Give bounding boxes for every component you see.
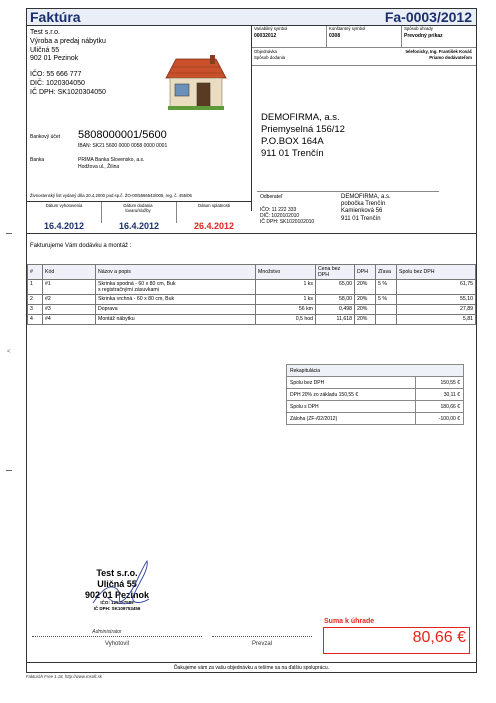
- col-header: Kód: [43, 265, 96, 280]
- recipient-address: [341, 194, 391, 223]
- item-name: [96, 280, 256, 295]
- item-price: 58,00: [316, 295, 355, 305]
- item-discount: [376, 305, 397, 315]
- items-header-row: [28, 265, 476, 280]
- invoice-number: Fa-0003/2012: [384, 9, 472, 25]
- supplier-city: 902 01 Pezinok: [30, 55, 79, 63]
- item-price: 65,00: [316, 280, 355, 295]
- stamp-line: IČO: 125257589: [100, 600, 134, 606]
- recap-title: Rekapitulácia: [287, 365, 464, 377]
- customer-address: [261, 112, 345, 160]
- due-date: 26.4.2012: [193, 221, 235, 231]
- item-desc: s registračnými zásuvkami: [98, 287, 159, 293]
- customer-city: 911 01 Trenčín: [261, 148, 324, 160]
- bank-account-number: 5808000001/5600: [78, 129, 167, 141]
- recipient-ico: IČO: 11 222 333: [260, 207, 297, 213]
- register-note: Živnostenský list vydaný dňa 20.4.2000 pod sp.č. ŽO-00/5566543/005, reg. č. 455/06: [30, 193, 192, 198]
- customer-name: DEMOFIRMA, a.s.: [261, 112, 340, 123]
- var-symbol-label: Variabilný symbol: [254, 26, 288, 31]
- supplier-name: Test s.r.o.: [30, 29, 60, 36]
- item-code: #1: [43, 280, 96, 295]
- recipient-branch: pobočka Trenčín: [341, 201, 386, 208]
- bank-address: Hodžova ul., Žilina: [78, 164, 120, 170]
- divider: [27, 233, 476, 234]
- divider: [257, 191, 439, 192]
- signature-line: [212, 636, 312, 637]
- recipient-city: 911 01 Trenčín: [341, 215, 381, 222]
- recipient-street: Kamienková 56: [341, 208, 383, 215]
- supplier-block: [30, 29, 106, 97]
- bank-label: Banka: [30, 157, 45, 163]
- item-code: #3: [43, 305, 96, 315]
- item-number: 4: [28, 315, 43, 325]
- stamp-line: 902 01 Pezinok: [84, 589, 150, 600]
- customer-street: Priemyselná 156/12: [261, 124, 345, 136]
- item-discount: 5 %: [376, 280, 397, 295]
- item-vat: 20%: [355, 305, 376, 315]
- recap-label: Spolu bez DPH: [287, 377, 416, 389]
- recap-table: [286, 364, 464, 425]
- col-header: Cena bez DPH: [316, 265, 355, 280]
- recap-value: 150,55 €: [415, 377, 463, 389]
- item-code: #4: [43, 315, 96, 325]
- bank-account-label: Bankový účet: [30, 134, 61, 140]
- margin-arrow: <: [7, 349, 11, 355]
- recap-value: -100,00 €: [415, 413, 463, 425]
- stamp-line: Test s.r.o.: [96, 568, 138, 578]
- payment-method: Prevodný príkaz: [404, 33, 443, 39]
- const-symbol: 0308: [329, 33, 341, 39]
- var-symbol: 00032012: [254, 33, 277, 39]
- table-row: [28, 295, 476, 305]
- divider: [401, 26, 402, 47]
- bank-iban: IBAN: SK21 5600 0000 0058 0000 0001: [78, 143, 168, 149]
- intro-text: Fakturujeme Vám dodávku a montáž :: [30, 243, 132, 249]
- issued-by-label: Vyhotovil: [104, 641, 130, 647]
- item-total: 5,81: [397, 315, 476, 325]
- items-table: [27, 264, 476, 325]
- divider: [251, 26, 252, 211]
- recap-row: [287, 377, 464, 389]
- total-label: Suma k úhrade: [324, 618, 375, 625]
- divider: [326, 26, 327, 47]
- table-row: [28, 280, 476, 295]
- issue-date: 16.4.2012: [43, 221, 85, 231]
- recap-row: [287, 401, 464, 413]
- recap-label: Záloha (ZF-/02/2012): [287, 413, 416, 425]
- supplier-dic: DIČ: 1020304050: [30, 79, 85, 87]
- col-header: #: [28, 265, 43, 280]
- thanks-text: Ďakujeme vám za vašu objednávku a tešíme sa na ďalšiu spoluprácu.: [173, 665, 330, 671]
- stamp-line: IČ DPH: SK109753456: [93, 606, 141, 612]
- customer-pobox: P.O.BOX 164A: [261, 136, 324, 148]
- invoice-title: Faktúra: [30, 9, 81, 25]
- order-label: Objednávka: [254, 49, 277, 54]
- item-price: 11,618: [316, 315, 355, 325]
- divider: [27, 201, 251, 202]
- payment-method-label: Spôsob úhrady: [404, 26, 433, 31]
- signature-scribble-icon: [87, 553, 157, 615]
- col-header: Názov a popis: [96, 265, 256, 280]
- supplier-ico: IČO: 55 666 777: [30, 71, 82, 78]
- software-note: Fakturáh Free 1.18, http://www.msoft.sk: [26, 674, 102, 679]
- recipient-dic: DIČ: 1020102010: [260, 213, 300, 219]
- item-vat: 20%: [355, 315, 376, 325]
- item-name: Skrinka vrchná - 60 x 80 cm, Buk: [96, 295, 256, 305]
- invoice-page: [26, 8, 477, 673]
- item-code: #2: [43, 295, 96, 305]
- recipient-name: DEMOFIRMA, a.s.: [341, 194, 391, 200]
- item-qty: 56 km: [256, 305, 316, 315]
- divider: [252, 47, 476, 48]
- item-total: 55,10: [397, 295, 476, 305]
- recipient-ids: [260, 207, 314, 225]
- item-number: 2: [28, 295, 43, 305]
- delivery-method: Priamo dodávateľom: [429, 55, 472, 60]
- item-discount: [376, 315, 397, 325]
- item-vat: 20%: [355, 280, 376, 295]
- recap-value: 180,66 €: [415, 401, 463, 413]
- recap-title-row: [287, 365, 464, 377]
- recipient-label: Odberateľ: [260, 194, 283, 200]
- item-price: 0,498: [316, 305, 355, 315]
- item-name-text: Skrinka spodná - 60 x 80 cm, Buk: [98, 281, 176, 287]
- recap-value: 30,11 €: [415, 389, 463, 401]
- item-name: Doprava: [96, 305, 256, 315]
- item-total: 27,89: [397, 305, 476, 315]
- issue-date-label: Dátum vyhotovenia: [45, 203, 83, 208]
- divider: [252, 65, 476, 66]
- due-date-label: Dátum splatnosti: [197, 203, 230, 208]
- table-row: [28, 315, 476, 325]
- supplier-street: Uličná 55: [30, 46, 60, 54]
- divider: [27, 662, 476, 663]
- divider: [101, 202, 102, 223]
- delivery-date: 16.4.2012: [118, 221, 160, 231]
- col-header: Zľava: [376, 265, 397, 280]
- supplier-icdph: IČ DPH: SK1020304050: [30, 88, 106, 96]
- margin-mark: [6, 233, 12, 234]
- recap-row: [287, 389, 464, 401]
- const-symbol-label: Konštantný symbol: [329, 26, 366, 31]
- item-vat: 20%: [355, 295, 376, 305]
- col-header: Spolu bez DPH: [397, 265, 476, 280]
- received-by-label: Prevzal: [251, 641, 272, 647]
- item-qty: 1 ks: [256, 295, 316, 305]
- admin-name: Administrator: [92, 629, 122, 635]
- recipient-icdph: IČ DPH: SK1020102010: [260, 219, 315, 225]
- item-name: Montáž nábytku: [96, 315, 256, 325]
- delivery-method-label: Spôsob dodania: [254, 55, 286, 60]
- item-qty: 0,5 hod: [256, 315, 316, 325]
- table-row: [28, 305, 476, 315]
- recap-label: Spolu s DPH: [287, 401, 416, 413]
- stamp-line: Uličná 55: [97, 578, 137, 589]
- house-logo-icon: [164, 53, 228, 111]
- item-total: 61,75: [397, 280, 476, 295]
- total-amount: 80,66 €: [412, 629, 466, 646]
- order-value: telefonicky, Ing. František Kováč: [405, 49, 472, 54]
- item-qty: 1 ks: [256, 280, 316, 295]
- delivery-date-label: Dátum dodania tovaru/služby: [123, 203, 153, 213]
- signature-line: [32, 636, 202, 637]
- supplier-activity: Výroba a predaj nábytku: [30, 37, 106, 45]
- col-header: Množstvo: [256, 265, 316, 280]
- bank-name: PRIMA Banka Slovensko, a.s.: [78, 157, 145, 163]
- col-header: DPH: [355, 265, 376, 280]
- item-number: 1: [28, 280, 43, 295]
- margin-mark: [6, 470, 12, 471]
- recap-row: [287, 413, 464, 425]
- recap-label: DPH 20% zo základu 150,55 €: [287, 389, 416, 401]
- item-discount: 5 %: [376, 295, 397, 305]
- item-number: 3: [28, 305, 43, 315]
